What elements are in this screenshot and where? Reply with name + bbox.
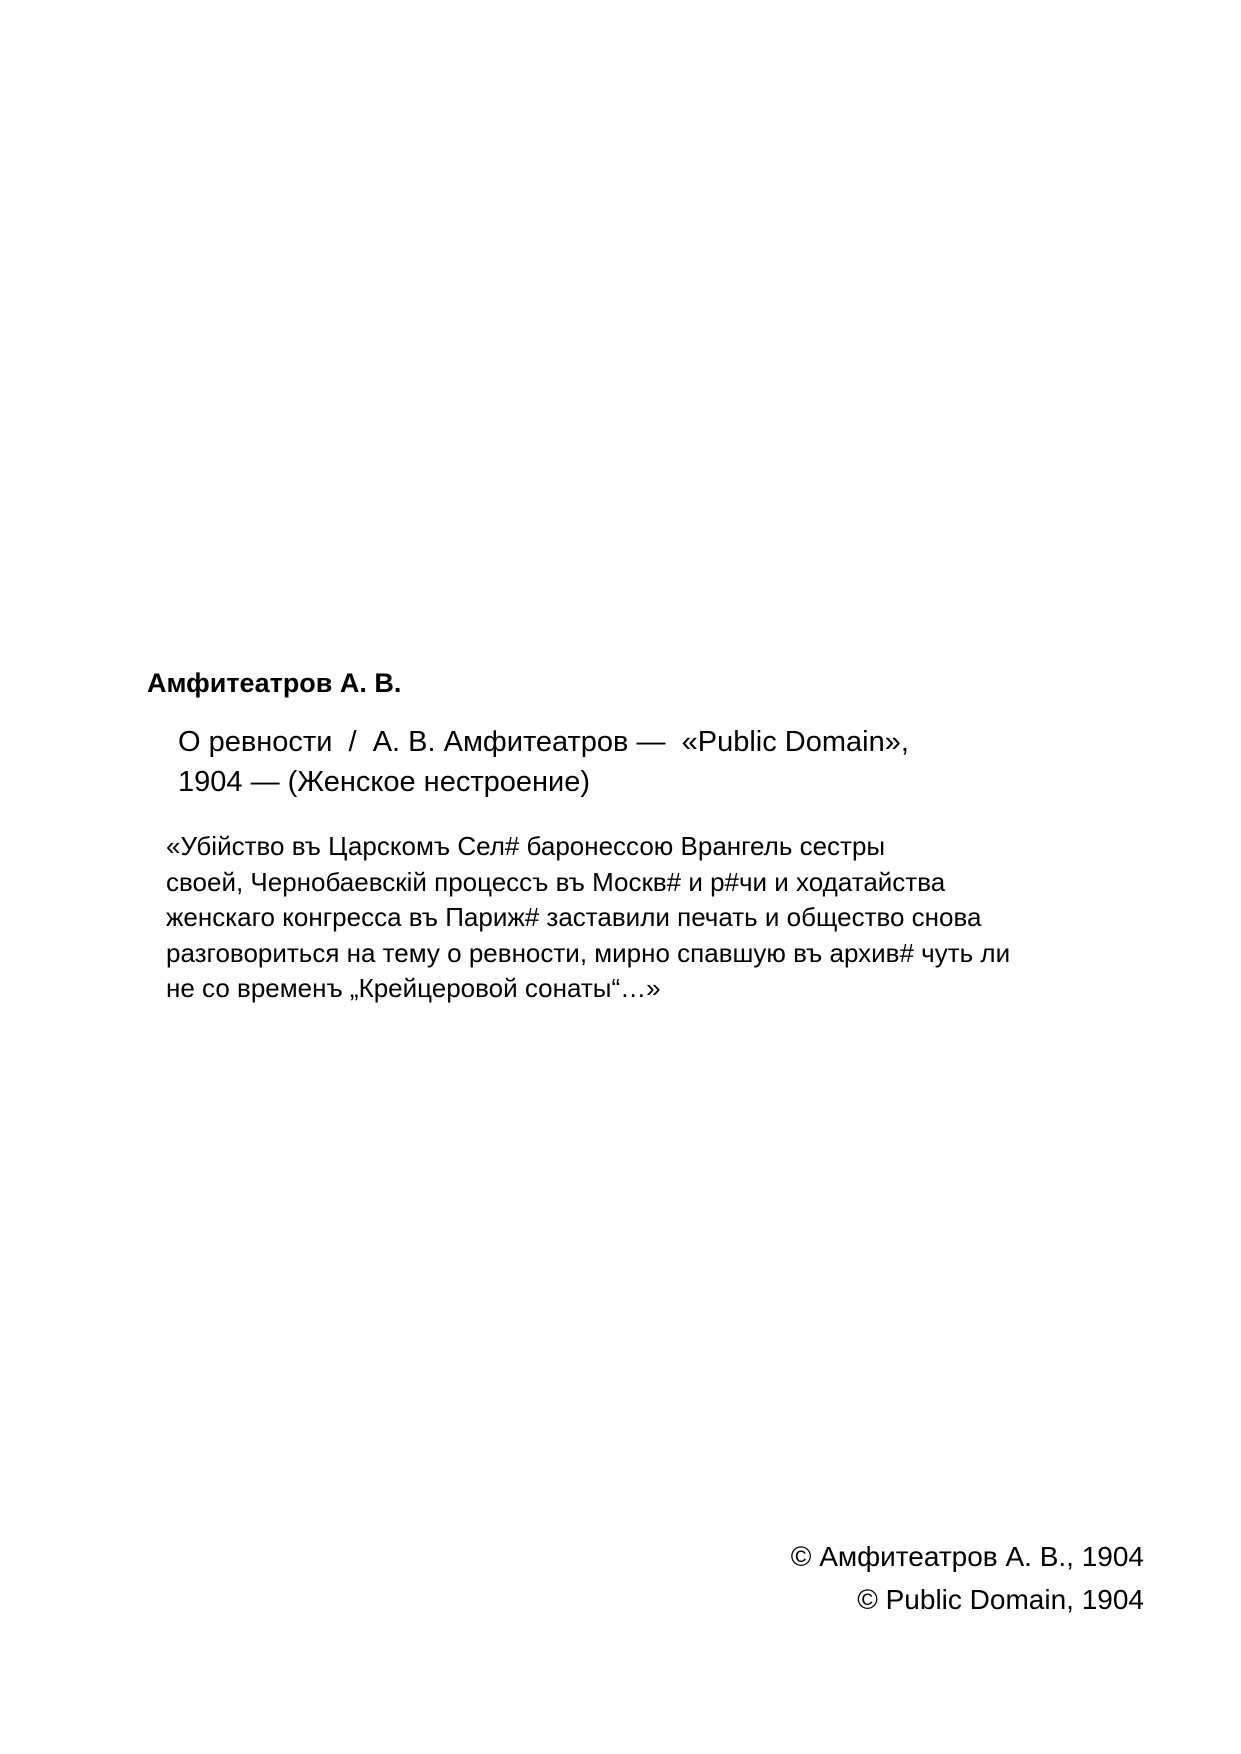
bibliographic-line-title: О ревности / А. В. Амфитеатров — «Public Domain»,	[178, 726, 909, 758]
copyright-block	[791, 1535, 1144, 1621]
copyright-public-domain-line: © Public Domain, 1904	[857, 1584, 1144, 1615]
annotation-line: «Убійство въ Царскомъ Сел# баронессою Врангель сестры	[166, 831, 886, 861]
annotation-line: женскаго конгресса въ Париж# заставили печать и общество снова	[166, 902, 982, 932]
bibliographic-description	[178, 722, 909, 802]
annotation-line: своей, Чернобаевскій процессъ въ Москв# и р#чи и ходатайства	[166, 866, 946, 897]
annotation-line: не со временъ „Крейцеровой сонаты“…»	[166, 973, 661, 1003]
author-heading: Амфитеатров А. В.	[147, 668, 402, 698]
annotation-line: разговориться на тему о ревности, мирно спавшую въ архив# чуть ли	[166, 937, 1011, 968]
annotation-text	[166, 829, 1010, 1007]
bibliographic-line-series: 1904 — (Женское нестроение)	[178, 766, 590, 798]
copyright-author-line: © Амфитеатров А. В., 1904	[790, 1541, 1144, 1572]
